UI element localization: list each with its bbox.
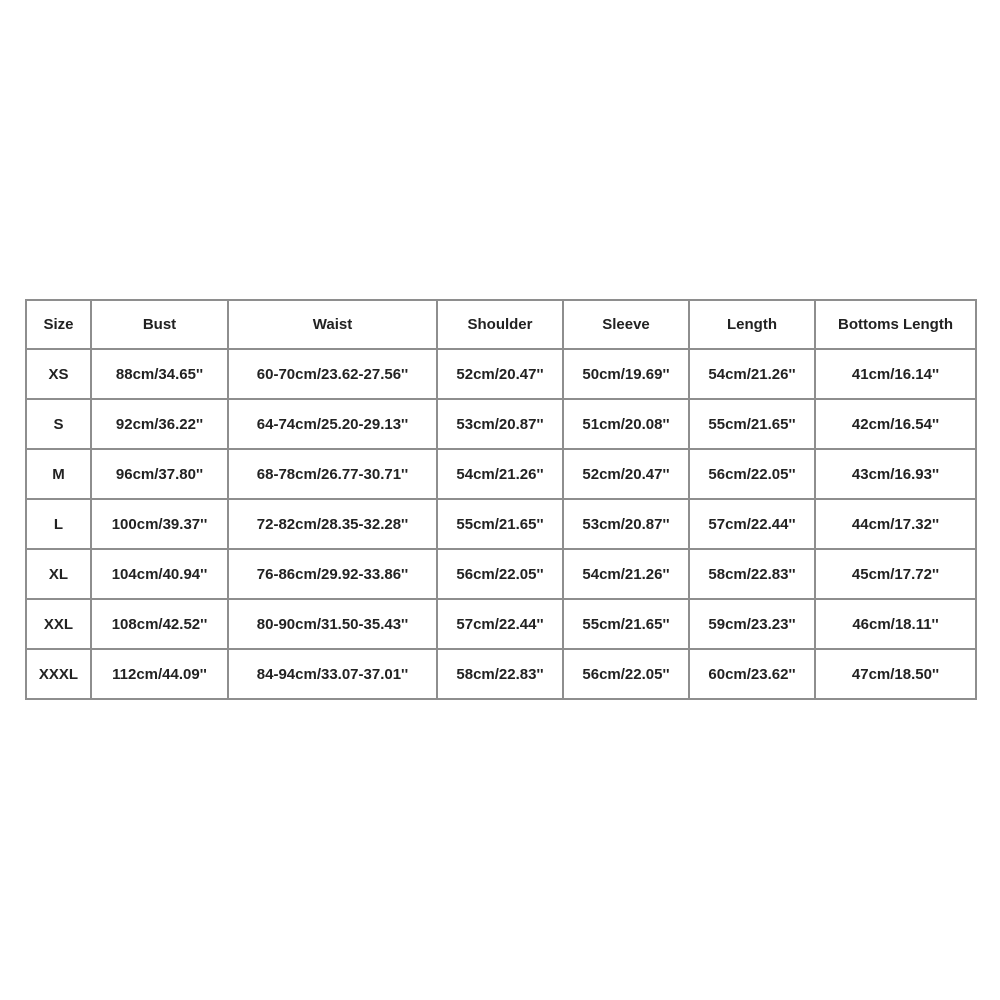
cell-length: 59cm/23.23'' — [689, 599, 815, 649]
cell-length: 55cm/21.65'' — [689, 399, 815, 449]
cell-bottoms-length: 41cm/16.14'' — [815, 349, 976, 399]
table-row — [26, 349, 976, 399]
table-row — [26, 499, 976, 549]
cell-bust: 108cm/42.52'' — [91, 599, 228, 649]
cell-bust: 100cm/39.37'' — [91, 499, 228, 549]
table-row — [26, 399, 976, 449]
cell-bust: 96cm/37.80'' — [91, 449, 228, 499]
table-row — [26, 599, 976, 649]
cell-bust: 92cm/36.22'' — [91, 399, 228, 449]
cell-sleeve: 55cm/21.65'' — [563, 599, 689, 649]
cell-size: S — [26, 399, 91, 449]
header-bottoms-length: Bottoms Length — [815, 300, 976, 349]
cell-shoulder: 58cm/22.83'' — [437, 649, 563, 699]
cell-size: XS — [26, 349, 91, 399]
cell-bust: 88cm/34.65'' — [91, 349, 228, 399]
cell-waist: 72-82cm/28.35-32.28'' — [228, 499, 437, 549]
cell-length: 56cm/22.05'' — [689, 449, 815, 499]
cell-size: XXXL — [26, 649, 91, 699]
cell-waist: 64-74cm/25.20-29.13'' — [228, 399, 437, 449]
cell-bust: 112cm/44.09'' — [91, 649, 228, 699]
cell-shoulder: 56cm/22.05'' — [437, 549, 563, 599]
header-length: Length — [689, 300, 815, 349]
cell-size: XXL — [26, 599, 91, 649]
cell-size: L — [26, 499, 91, 549]
cell-length: 60cm/23.62'' — [689, 649, 815, 699]
cell-waist: 84-94cm/33.07-37.01'' — [228, 649, 437, 699]
table-header-row — [26, 300, 976, 349]
cell-size: M — [26, 449, 91, 499]
cell-shoulder: 54cm/21.26'' — [437, 449, 563, 499]
table-row — [26, 449, 976, 499]
cell-shoulder: 57cm/22.44'' — [437, 599, 563, 649]
cell-length: 58cm/22.83'' — [689, 549, 815, 599]
cell-sleeve: 52cm/20.47'' — [563, 449, 689, 499]
header-size: Size — [26, 300, 91, 349]
header-sleeve: Sleeve — [563, 300, 689, 349]
cell-sleeve: 50cm/19.69'' — [563, 349, 689, 399]
cell-waist: 76-86cm/29.92-33.86'' — [228, 549, 437, 599]
cell-sleeve: 56cm/22.05'' — [563, 649, 689, 699]
cell-length: 57cm/22.44'' — [689, 499, 815, 549]
cell-waist: 80-90cm/31.50-35.43'' — [228, 599, 437, 649]
cell-bottoms-length: 43cm/16.93'' — [815, 449, 976, 499]
cell-sleeve: 53cm/20.87'' — [563, 499, 689, 549]
size-chart-table — [25, 299, 977, 700]
cell-waist: 68-78cm/26.77-30.71'' — [228, 449, 437, 499]
cell-bottoms-length: 47cm/18.50'' — [815, 649, 976, 699]
cell-bottoms-length: 46cm/18.11'' — [815, 599, 976, 649]
cell-shoulder: 53cm/20.87'' — [437, 399, 563, 449]
cell-waist: 60-70cm/23.62-27.56'' — [228, 349, 437, 399]
cell-shoulder: 52cm/20.47'' — [437, 349, 563, 399]
header-shoulder: Shoulder — [437, 300, 563, 349]
cell-bottoms-length: 42cm/16.54'' — [815, 399, 976, 449]
cell-size: XL — [26, 549, 91, 599]
table-row — [26, 649, 976, 699]
cell-bottoms-length: 45cm/17.72'' — [815, 549, 976, 599]
cell-shoulder: 55cm/21.65'' — [437, 499, 563, 549]
cell-sleeve: 54cm/21.26'' — [563, 549, 689, 599]
header-bust: Bust — [91, 300, 228, 349]
cell-bottoms-length: 44cm/17.32'' — [815, 499, 976, 549]
header-waist: Waist — [228, 300, 437, 349]
cell-length: 54cm/21.26'' — [689, 349, 815, 399]
table-row — [26, 549, 976, 599]
cell-sleeve: 51cm/20.08'' — [563, 399, 689, 449]
cell-bust: 104cm/40.94'' — [91, 549, 228, 599]
